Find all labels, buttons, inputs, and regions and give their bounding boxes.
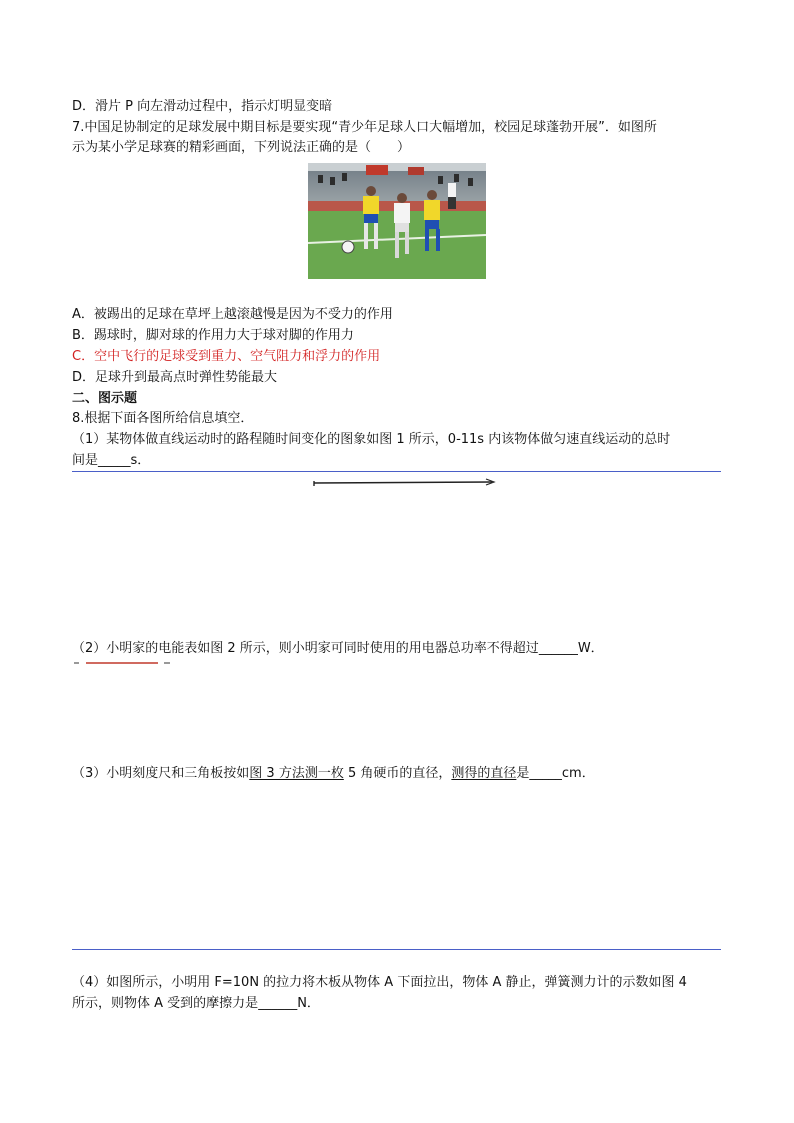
part-4-line-1: （4）如图所示，小明用 F=10N 的拉力将木板从物体 A 下面拉出，物体 A 静止，弹簧测力计的示数如图 4 xyxy=(72,975,687,990)
answer-blank-1[interactable]: _____ xyxy=(98,453,131,468)
part-4-text-b: 擦力是 xyxy=(219,996,259,1011)
answer-blank-3[interactable]: _____ xyxy=(529,766,562,781)
part-4-text-a: 所示，则物体 A 受到的摩 xyxy=(72,996,220,1011)
question-7-line-1: 7.中国足协制定的足球发展中期目标是要实现“青少年足球人口大幅增加，校园足球蓬勃开展”．如图所 xyxy=(72,120,657,135)
question-7-line-2: 示为某小学足球赛的精彩画面，下列说法正确的是（ ） xyxy=(72,140,411,155)
option-c-correct: C．空中飞行的足球受到重力、空气阻力和浮力的作用 xyxy=(72,349,381,364)
part-3-underlined-b: 测得的直径 xyxy=(451,766,517,781)
option-d: D．足球升到最高点时弹性势能最大 xyxy=(72,370,278,385)
question-8: 8.根据下面各图所给信息填空． xyxy=(72,411,254,426)
part-3-underlined-a: 图 3 方法测一枚 xyxy=(249,766,344,781)
part-2-line xyxy=(72,639,604,659)
part-3-text-b: 5 角硬币的直径， xyxy=(343,766,452,781)
part-3-text-a: （3）小明刻度尺和三角板按如 xyxy=(72,766,250,781)
part-1-line-1: （1）某物体做直线运动时的路程随时间变化的图象如图 1 所示，0-11s 内该物体做匀速直线运动的总时 xyxy=(72,432,671,447)
option-a: A．被踢出的足球在草坪上越滚越慢是因为不受力的作用 xyxy=(72,307,393,322)
part-4-line-2 xyxy=(72,994,320,1014)
divider-rule xyxy=(72,471,721,472)
option-d-prev: D．滑片 P 向左滑动过程中，指示灯明显变暗 xyxy=(72,99,333,114)
part-3-text-c: 是 xyxy=(516,766,530,781)
part-2-text-b: W． xyxy=(577,641,604,656)
part-1-text-b: s． xyxy=(130,453,151,468)
soccer-match-photo xyxy=(308,163,486,279)
section-heading: 二、图示题 xyxy=(72,391,138,406)
part-4-text-c: N． xyxy=(297,996,320,1011)
part-1-line-2 xyxy=(72,451,150,471)
part-3-line xyxy=(72,764,595,784)
divider-rule-2 xyxy=(72,949,721,950)
answer-blank-2[interactable]: ______ xyxy=(538,641,578,656)
part-3-text-d: cm． xyxy=(561,766,595,781)
answer-blank-4[interactable]: ______ xyxy=(258,996,298,1011)
figure-1-axis-arrow xyxy=(312,478,498,488)
part-2-text-a: （2）小明家的电能表如图 2 所示，则小明家可同时使用的用电器总功率不得超过 xyxy=(72,641,539,656)
option-b: B．踢球时，脚对球的作用力大于球对脚的作用力 xyxy=(72,328,354,343)
figure-2-fragment xyxy=(74,660,174,666)
part-1-text-a: 间是 xyxy=(72,453,99,468)
